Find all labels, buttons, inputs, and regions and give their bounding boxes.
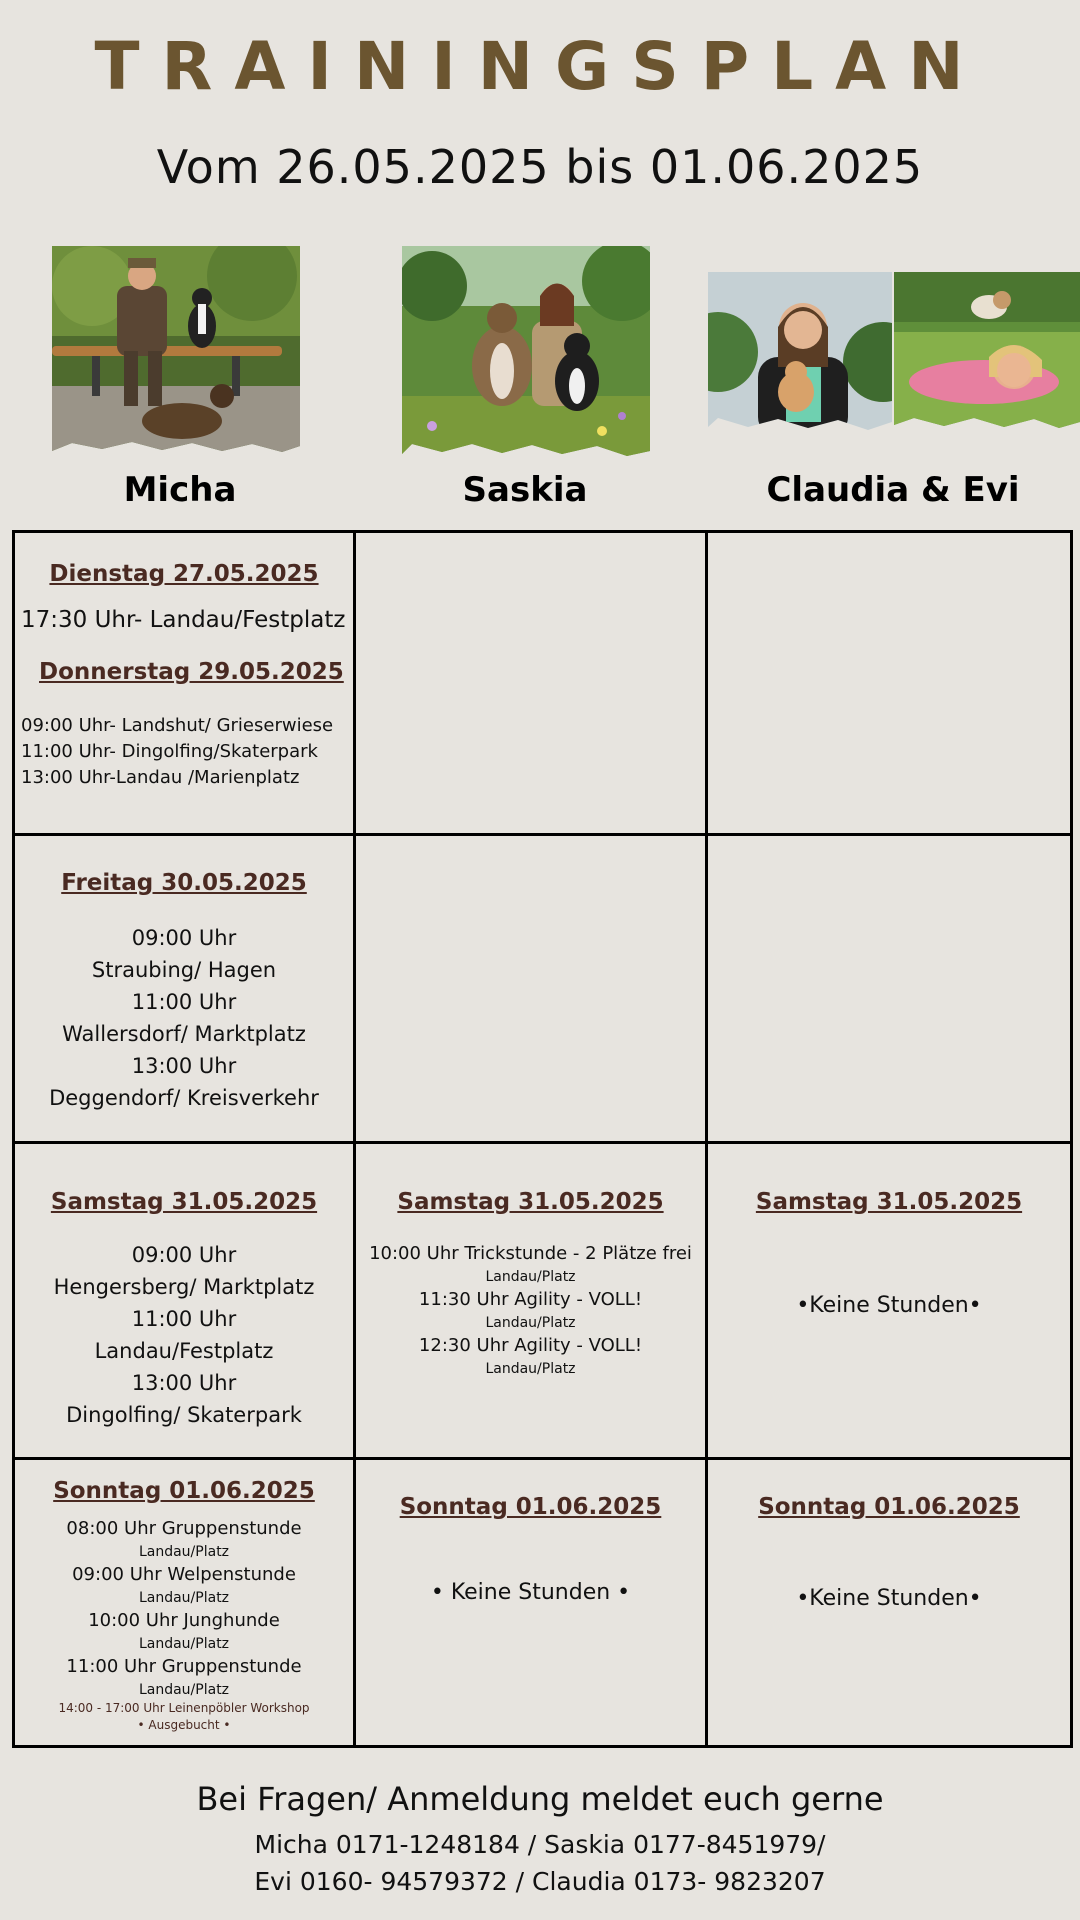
contact-heading: Bei Fragen/ Anmeldung meldet euch gerne <box>196 1780 884 1818</box>
slot-text: Landau/Festplatz <box>94 1339 274 1363</box>
slot-location: Landau/Platz <box>138 1590 230 1606</box>
day-heading: Samstag 31.05.2025 <box>397 1189 664 1215</box>
cell-micha-friday <box>14 835 355 1143</box>
slot-text: 11:00 Uhr <box>131 990 237 1014</box>
cell-saskia-sunday <box>355 1459 707 1747</box>
slot-location: Landau/Platz <box>485 1361 576 1377</box>
cell-saskia-empty <box>355 835 707 1143</box>
slot-location: Landau/Platz <box>485 1315 576 1331</box>
contact-phones-2: Evi 0160- 94579372 / Claudia 0173- 9823207 <box>254 1867 826 1896</box>
photo-evi <box>894 272 1080 432</box>
day-heading: Sonntag 01.06.2025 <box>758 1494 1020 1520</box>
photo-claudia <box>708 272 892 432</box>
day-heading: Freitag 30.05.2025 <box>61 870 307 896</box>
slot-text: 12:30 Uhr Agility - VOLL! <box>418 1335 643 1356</box>
schedule-row <box>14 1143 1072 1459</box>
slot-text: Dingolfing/ Skaterpark <box>66 1403 302 1427</box>
slot-text: 09:00 Uhr <box>131 926 237 950</box>
cell-micha-week-start <box>14 532 355 835</box>
slot-location: Landau/Platz <box>138 1636 230 1652</box>
day-heading: Dienstag 27.05.2025 <box>49 561 319 587</box>
photo-saskia <box>402 246 652 458</box>
slot-location: Landau/Platz <box>138 1682 230 1698</box>
cell-claudia-empty <box>707 835 1072 1143</box>
slot-text: 11:00 Uhr- Dingolfing/Skaterpark <box>21 741 318 762</box>
page-title: TRAININGSPLAN <box>94 28 986 105</box>
slot-text: 10:00 Uhr Trickstunde - 2 Plätze frei <box>369 1243 692 1264</box>
no-lessons-note: •Keine Stunden• <box>796 1586 982 1611</box>
day-heading: Donnerstag 29.05.2025 <box>39 659 344 685</box>
day-heading: Sonntag 01.06.2025 <box>53 1478 315 1504</box>
slot-text: 08:00 Uhr Gruppenstunde <box>66 1518 302 1539</box>
cell-claudia-empty <box>707 532 1072 835</box>
cell-claudia-saturday <box>707 1143 1072 1459</box>
slot-text: 10:00 Uhr Junghunde <box>88 1610 280 1631</box>
cell-saskia-saturday <box>355 1143 707 1459</box>
slot-location: Landau/Platz <box>485 1269 576 1285</box>
date-range: Vom 26.05.2025 bis 01.06.2025 <box>156 140 924 194</box>
trainer-name-saskia: Saskia <box>462 470 588 510</box>
day-heading: Samstag 31.05.2025 <box>50 1189 318 1215</box>
cell-saskia-empty <box>355 532 707 835</box>
slot-text: Hengersberg/ Marktplatz <box>53 1275 315 1299</box>
slot-location: Landau/Platz <box>138 1544 230 1560</box>
schedule-row <box>14 835 1072 1143</box>
cell-claudia-sunday <box>707 1459 1072 1747</box>
slot-text: 11:00 Uhr <box>131 1307 237 1331</box>
schedule-table <box>12 530 1073 1748</box>
cell-micha-saturday <box>14 1143 355 1459</box>
photo-micha <box>52 246 302 456</box>
slot-text: 11:30 Uhr Agility - VOLL! <box>418 1289 643 1310</box>
no-lessons-note: •Keine Stunden• <box>796 1293 982 1318</box>
schedule-row <box>14 1459 1072 1747</box>
slot-text: Deggendorf/ Kreisverkehr <box>49 1086 319 1110</box>
trainer-name-micha: Micha <box>123 470 237 510</box>
slot-text: 13:00 Uhr-Landau /Marienplatz <box>21 767 300 788</box>
cell-micha-sunday <box>14 1459 355 1747</box>
slot-text: Straubing/ Hagen <box>91 958 277 982</box>
slot-text: 13:00 Uhr <box>131 1371 237 1395</box>
workshop-text: 14:00 - 17:00 Uhr Leinenpöbler Workshop <box>58 1701 310 1715</box>
contact-phones-1: Micha 0171-1248184 / Saskia 0177-8451979/ <box>254 1830 826 1859</box>
slot-text: 11:00 Uhr Gruppenstunde <box>66 1656 302 1677</box>
slot-text: 17:30 Uhr- Landau/Festplatz <box>21 607 346 633</box>
slot-text: 09:00 Uhr- Landshut/ Grieserwiese <box>21 715 334 736</box>
day-heading: Samstag 31.05.2025 <box>755 1189 1023 1215</box>
trainer-name-claudia-evi: Claudia & Evi <box>766 470 1020 510</box>
slot-text: 09:00 Uhr Welpenstunde <box>72 1564 296 1585</box>
no-lessons-note: • Keine Stunden • <box>430 1580 631 1605</box>
day-heading: Sonntag 01.06.2025 <box>399 1494 662 1520</box>
slot-text: 09:00 Uhr <box>131 1243 237 1267</box>
slot-text: 13:00 Uhr <box>131 1054 237 1078</box>
workshop-status: • Ausgebucht • <box>137 1718 231 1732</box>
schedule-row <box>14 532 1072 835</box>
slot-text: Wallersdorf/ Marktplatz <box>62 1022 306 1046</box>
